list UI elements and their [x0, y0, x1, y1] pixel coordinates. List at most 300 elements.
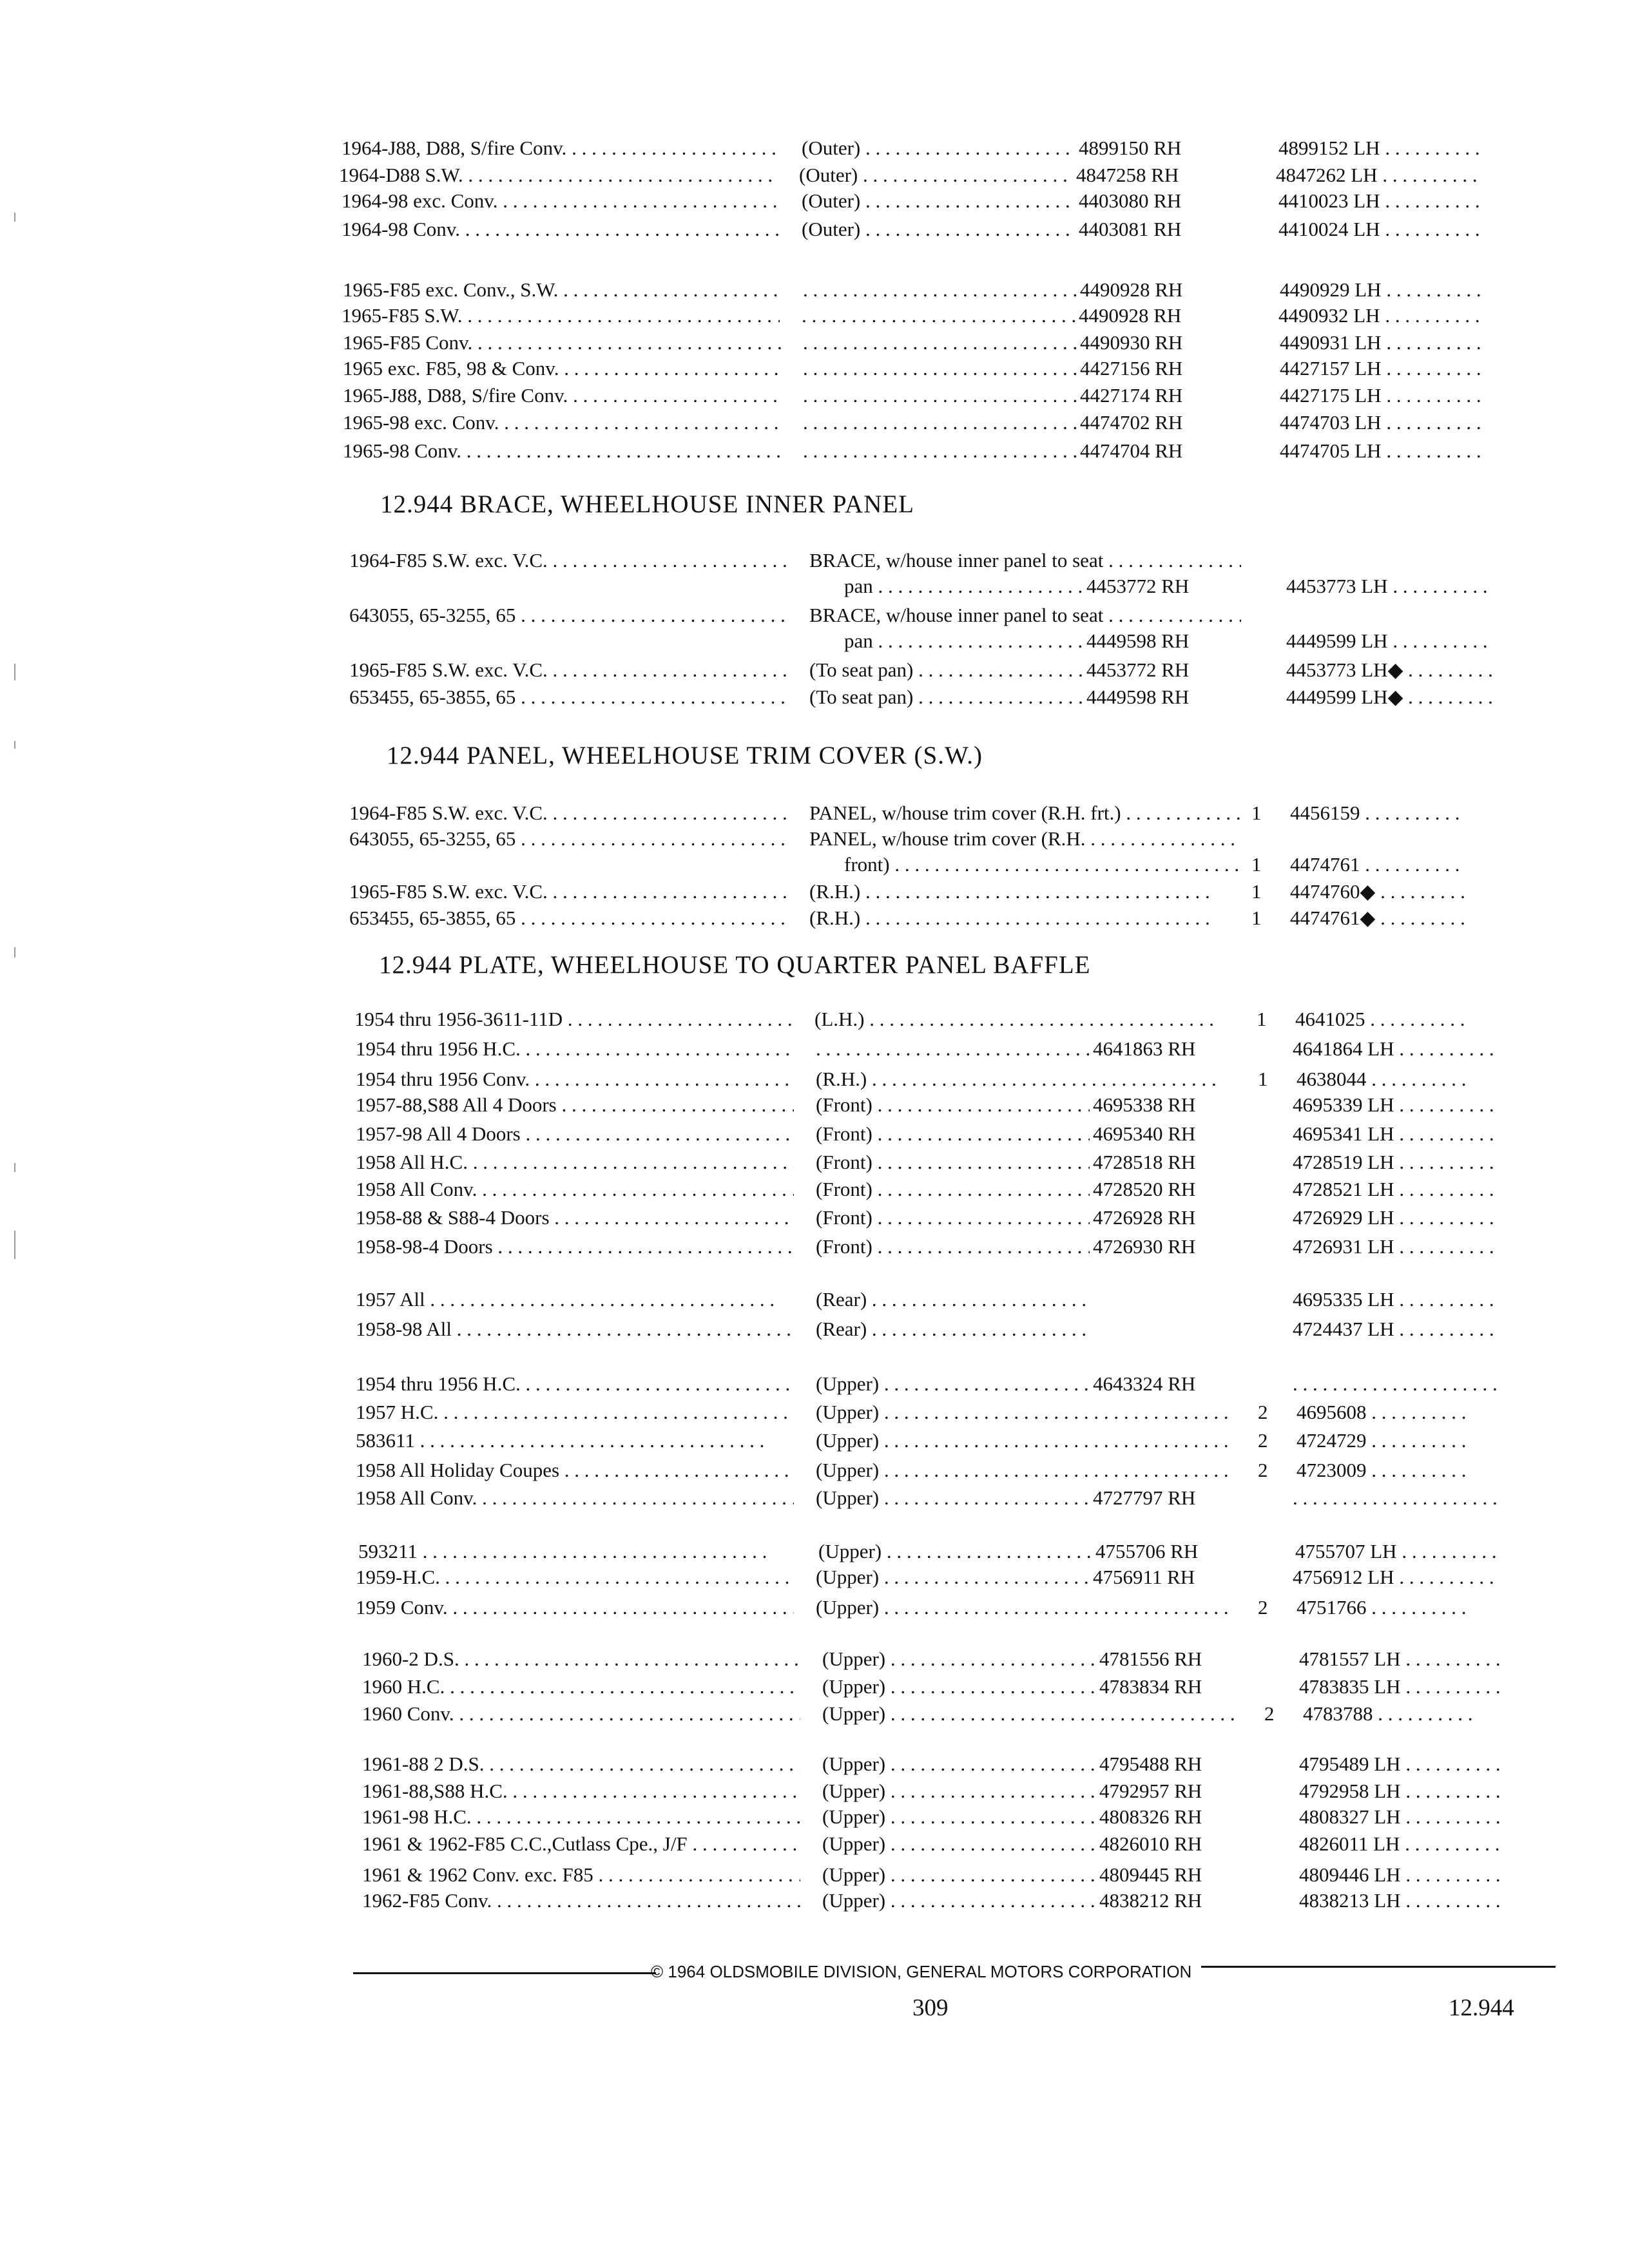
model-cell-text: 583611 . . .	[356, 1429, 764, 1452]
rh-part-number: 4783834 RH	[1099, 1675, 1202, 1698]
description-cell-text: (To seat pan) . . .	[809, 686, 1083, 708]
page-number: 309	[912, 1995, 949, 2021]
description-cell	[799, 162, 1073, 188]
part-number	[1296, 1428, 1470, 1454]
description-cell	[816, 1066, 1248, 1092]
model-cell-text: 1965-98 exc. Conv. . . .	[343, 411, 781, 434]
rh-part-number: 4826010 RH	[1099, 1832, 1202, 1855]
rh-part-number: 4641863 RH	[1093, 1037, 1196, 1060]
part-row	[343, 277, 1547, 303]
description-cell	[816, 1092, 1090, 1118]
description-cell-text: (R.H.) . . .	[816, 1068, 1217, 1090]
description-cell	[822, 1862, 1096, 1888]
description-cell	[816, 1371, 1090, 1397]
description-cell	[844, 573, 1084, 599]
description-cell-text	[803, 278, 1077, 301]
part-row	[356, 1485, 1547, 1511]
lh-part-number	[1299, 1778, 1505, 1804]
lh-part-number-text	[1293, 1486, 1499, 1509]
part-row	[354, 1006, 1547, 1032]
part-number	[1290, 879, 1464, 905]
footer-rule-right	[1201, 1966, 1556, 1968]
lh-part-number-text: 4474703 LH . . .	[1280, 411, 1486, 434]
rh-part-number: 4474704 RH	[1080, 439, 1183, 462]
lh-part-number	[1299, 1804, 1505, 1830]
rh-part-number: 4695338 RH	[1093, 1093, 1196, 1116]
model-cell-text: 1961-88,S88 H.C. . . .	[362, 1780, 800, 1802]
description-cell-text: (Upper) . . .	[822, 1889, 1096, 1912]
model-cell	[343, 410, 781, 436]
model-cell	[362, 1778, 800, 1804]
rh-part-number: 4781556 RH	[1099, 1648, 1202, 1670]
scan-mark	[14, 1231, 15, 1259]
lh-part-number-text: 4756912 LH . . .	[1293, 1566, 1499, 1588]
model-cell	[343, 277, 781, 303]
model-cell	[356, 1595, 794, 1620]
description-cell-text: (Front) . . .	[816, 1093, 1090, 1116]
lh-part-number	[1280, 383, 1486, 408]
part-number	[1296, 1457, 1470, 1483]
lh-part-number	[1280, 277, 1486, 303]
model-cell	[342, 216, 780, 242]
rh-part-number: 4899150 RH	[1079, 137, 1182, 159]
description-cell	[803, 356, 1077, 381]
part-row	[362, 1674, 1547, 1700]
description-cell-text: (Outer) . . .	[799, 164, 1073, 186]
rh-part-number: 4795488 RH	[1099, 1753, 1202, 1775]
lh-part-number-text: 4838213 LH . . .	[1299, 1889, 1505, 1912]
model-cell	[362, 1646, 800, 1672]
description-cell	[803, 438, 1077, 464]
model-cell-text: 1965-F85 S.W. exc. V.C. . . .	[349, 658, 787, 681]
description-cell-text: (Outer) . . .	[802, 218, 1075, 240]
part-number-text: 4695608 . . .	[1296, 1401, 1470, 1423]
lh-part-number-text: 4427175 LH . . .	[1280, 384, 1486, 407]
quantity: 2	[1264, 1702, 1275, 1725]
part-row	[349, 905, 1547, 931]
lh-part-number	[1276, 162, 1482, 188]
model-cell-text: 643055, 65-3255, 65 . . .	[349, 827, 787, 850]
lh-part-number	[1286, 628, 1492, 654]
model-cell	[356, 1036, 794, 1062]
part-number-text: 4474761 . . .	[1290, 853, 1464, 876]
group-number: 12.944	[1449, 1995, 1514, 2021]
lh-part-number-text: 4847262 LH . . .	[1276, 164, 1482, 186]
description-cell-text: (Upper) . . .	[816, 1596, 1229, 1619]
footer-rule-left	[353, 1972, 656, 1974]
model-cell	[349, 657, 787, 683]
model-cell-text: 1964-D88 S.W. . . .	[339, 164, 777, 186]
description-cell	[822, 1888, 1096, 1914]
rh-part-number: 4728518 RH	[1093, 1151, 1196, 1173]
model-cell-text: 1965 exc. F85, 98 & Conv. . . .	[343, 357, 781, 380]
model-cell-text: 1957 H.C. . . .	[356, 1401, 788, 1423]
scan-mark	[14, 664, 15, 680]
part-row	[362, 1751, 1547, 1777]
description-cell-text: BRACE, w/house inner panel to seat . . .	[809, 549, 1241, 572]
rh-part-number: 4792957 RH	[1099, 1780, 1202, 1802]
description-cell	[816, 1205, 1090, 1231]
lh-part-number-text: 4783835 LH . . .	[1299, 1675, 1505, 1698]
model-cell-text: 1960 Conv. . . .	[362, 1702, 800, 1725]
description-cell	[816, 1149, 1090, 1175]
copyright-notice: © 1964 OLDSMOBILE DIVISION, GENERAL MOTORS CORPORATION	[651, 1962, 1192, 1981]
quantity: 1	[1258, 1068, 1268, 1090]
model-cell-text: 1959-H.C. . . .	[356, 1566, 789, 1588]
lh-part-number	[1295, 1539, 1501, 1564]
description-cell-text	[802, 304, 1075, 327]
description-cell-text: (Upper) . . .	[816, 1459, 1229, 1481]
scan-mark	[14, 1163, 15, 1172]
model-cell	[342, 135, 780, 161]
description-cell-text: (Upper) . . .	[822, 1863, 1096, 1886]
model-cell	[362, 1751, 800, 1777]
description-cell	[816, 1457, 1248, 1483]
lh-part-number-text: 4449599 LH◆ . . .	[1286, 686, 1492, 708]
part-row	[343, 410, 1547, 436]
description-cell-text: (Upper) . . .	[822, 1753, 1096, 1775]
part-row	[362, 1646, 1547, 1672]
lh-part-number-text: 4808327 LH . . .	[1299, 1805, 1505, 1828]
model-cell	[358, 1539, 796, 1564]
quantity: 1	[1251, 907, 1262, 929]
model-cell	[343, 356, 781, 381]
description-cell	[844, 628, 1084, 654]
rh-part-number: 4427156 RH	[1080, 357, 1183, 380]
part-row	[343, 438, 1547, 464]
model-cell	[362, 1888, 800, 1914]
part-row	[356, 1234, 1547, 1260]
description-cell-text: BRACE, w/house inner panel to seat . . .	[809, 604, 1241, 626]
description-cell	[822, 1831, 1096, 1857]
description-cell	[822, 1804, 1096, 1830]
lh-part-number	[1293, 1121, 1499, 1147]
part-row	[349, 548, 1547, 573]
lh-part-number	[1299, 1888, 1505, 1914]
part-number	[1296, 1399, 1470, 1425]
model-cell-text: 1958 All Conv. . . .	[356, 1178, 794, 1200]
description-cell-text: (Front) . . .	[816, 1122, 1090, 1145]
rh-part-number: 4490930 RH	[1080, 331, 1183, 354]
lh-part-number-text: 4449599 LH . . .	[1286, 629, 1492, 652]
description-cell-text: (Upper) . . .	[822, 1832, 1096, 1855]
description-cell	[815, 1006, 1246, 1032]
rh-part-number: 4449598 RH	[1086, 686, 1190, 708]
description-cell	[816, 1121, 1090, 1147]
part-row	[349, 628, 1547, 654]
part-row	[356, 1205, 1547, 1231]
rh-part-number: 4453772 RH	[1086, 658, 1190, 681]
part-row	[349, 852, 1547, 878]
description-cell-text	[803, 331, 1077, 354]
description-cell	[809, 684, 1083, 710]
description-cell	[809, 879, 1241, 905]
part-number-text: 4723009 . . .	[1296, 1459, 1470, 1481]
section-heading: 12.944 BRACE, WHEELHOUSE INNER PANEL	[380, 490, 915, 518]
quantity: 1	[1251, 853, 1262, 876]
description-cell-text: (R.H.) . . .	[809, 880, 1210, 903]
part-row	[349, 826, 1547, 852]
quantity: 2	[1258, 1401, 1268, 1423]
description-cell	[803, 277, 1077, 303]
lh-part-number-text: 4427157 LH . . .	[1280, 357, 1486, 380]
lh-part-number-text: 4728521 LH . . .	[1293, 1178, 1499, 1200]
part-row	[356, 1287, 1547, 1312]
description-cell	[822, 1701, 1254, 1727]
description-cell-text: (Front) . . .	[816, 1206, 1090, 1229]
description-cell	[822, 1778, 1096, 1804]
model-cell	[349, 684, 787, 710]
part-row	[349, 602, 1547, 628]
model-cell	[356, 1205, 794, 1231]
model-cell	[356, 1149, 794, 1175]
lh-part-number	[1299, 1674, 1505, 1700]
part-number	[1290, 905, 1464, 931]
part-row	[342, 188, 1547, 214]
model-cell	[356, 1428, 794, 1454]
section-heading: 12.944 PANEL, WHEELHOUSE TRIM COVER (S.W.)	[387, 742, 983, 769]
description-cell-text: (Upper) . . .	[822, 1780, 1096, 1802]
description-cell	[803, 410, 1077, 436]
description-cell	[818, 1539, 1092, 1564]
model-cell-text: 1958-98-4 Doors . . .	[356, 1235, 794, 1258]
model-cell	[349, 879, 787, 905]
lh-part-number	[1299, 1751, 1505, 1777]
description-cell	[809, 826, 1241, 852]
quantity: 1	[1257, 1008, 1267, 1030]
model-cell	[349, 548, 787, 573]
description-cell-text	[803, 357, 1077, 380]
part-row	[356, 1595, 1547, 1620]
lh-part-number-text: 4695335 LH . . .	[1293, 1288, 1499, 1311]
model-cell	[349, 826, 787, 852]
lh-part-number	[1278, 188, 1485, 214]
description-cell	[802, 188, 1075, 214]
lh-part-number	[1293, 1485, 1499, 1511]
description-cell	[802, 303, 1075, 329]
quantity: 2	[1258, 1459, 1268, 1481]
rh-part-number: 4403080 RH	[1079, 189, 1182, 212]
model-cell	[356, 1371, 794, 1397]
lh-part-number	[1278, 216, 1485, 242]
lh-part-number-text: 4453773 LH◆ . . .	[1286, 658, 1492, 681]
rh-part-number: 4838212 RH	[1099, 1889, 1202, 1912]
lh-part-number	[1293, 1287, 1499, 1312]
model-cell	[342, 303, 780, 329]
part-row	[356, 1399, 1547, 1425]
model-cell	[356, 1287, 794, 1312]
description-cell	[816, 1177, 1090, 1202]
lh-part-number-text: 4410023 LH . . .	[1278, 189, 1485, 212]
rh-part-number: 4449598 RH	[1086, 629, 1190, 652]
lh-part-number	[1280, 410, 1486, 436]
model-cell	[362, 1674, 800, 1700]
part-row	[358, 1539, 1547, 1564]
description-cell-text	[803, 411, 1077, 434]
model-cell-text: 1958-98 All . . .	[356, 1318, 794, 1340]
model-cell-text: 653455, 65-3855, 65 . . .	[349, 686, 787, 708]
part-row	[356, 1371, 1547, 1397]
model-cell-text: 1961 & 1962-F85 C.C.,Cutlass Cpe., J/F . . .	[362, 1832, 800, 1855]
rh-part-number: 4756911 RH	[1093, 1566, 1195, 1588]
model-cell-text: 1958 All H.C. . . .	[356, 1151, 794, 1173]
rh-part-number: 4695340 RH	[1093, 1122, 1196, 1145]
description-cell	[822, 1674, 1096, 1700]
quantity: 2	[1258, 1596, 1268, 1619]
description-cell-text: (Outer) . . .	[802, 137, 1075, 159]
model-cell-text: 1964-98 exc. Conv. . . .	[342, 189, 780, 212]
lh-part-number-text: 4792958 LH . . .	[1299, 1780, 1505, 1802]
description-cell	[816, 1595, 1248, 1620]
model-cell-text: 1958-88 & S88-4 Doors . . .	[356, 1206, 794, 1229]
model-cell-text: 1965-F85 exc. Conv., S.W. . . .	[343, 278, 781, 301]
lh-part-number-text: 4728519 LH . . .	[1293, 1151, 1499, 1173]
part-row	[356, 1457, 1547, 1483]
part-number	[1290, 852, 1464, 878]
model-cell-text: 1962-F85 Conv. . . .	[362, 1889, 800, 1912]
part-number	[1296, 1066, 1470, 1092]
description-cell-text	[816, 1037, 1090, 1060]
model-cell-text: 1960 H.C. . . .	[362, 1675, 795, 1698]
lh-part-number	[1293, 1205, 1499, 1231]
model-cell-text: 1964-F85 S.W. exc. V.C. . . .	[349, 549, 787, 572]
model-cell	[362, 1701, 800, 1727]
lh-part-number	[1278, 303, 1485, 329]
scan-mark	[14, 213, 15, 222]
part-row	[362, 1701, 1547, 1727]
part-row	[349, 573, 1547, 599]
lh-part-number-text: 4724437 LH . . .	[1293, 1318, 1499, 1340]
rh-part-number: 4847258 RH	[1076, 164, 1179, 186]
model-cell	[356, 1485, 794, 1511]
model-cell-text: 1964-98 Conv. . . .	[342, 218, 780, 240]
description-cell	[822, 1646, 1096, 1672]
model-cell-text: 1961-88 2 D.S. . . .	[362, 1753, 800, 1775]
part-number	[1295, 1006, 1469, 1032]
part-number-text: 4474761◆ . . .	[1290, 907, 1464, 929]
model-cell	[349, 800, 787, 826]
model-cell	[362, 1804, 800, 1830]
description-cell	[816, 1485, 1090, 1511]
description-cell-text: (Upper) . . .	[822, 1675, 1096, 1698]
model-cell-text: 1965-F85 S.W. . . .	[342, 304, 780, 327]
part-row	[356, 1066, 1547, 1092]
model-cell-text: 1957 All . . .	[356, 1288, 775, 1311]
part-row	[349, 657, 1547, 683]
description-cell-text: PANEL, w/house trim cover (R.H. frt.) . . .	[809, 802, 1241, 824]
lh-part-number-text: 4490931 LH . . .	[1280, 331, 1486, 354]
description-cell	[844, 852, 1241, 878]
part-row	[343, 330, 1547, 356]
part-number-text: 4751766 . . .	[1296, 1596, 1470, 1619]
model-cell-text: 1964-J88, D88, S/fire Conv. . . .	[342, 137, 780, 159]
lh-part-number-text: 4695339 LH . . .	[1293, 1093, 1499, 1116]
part-row	[356, 1036, 1547, 1062]
part-row	[356, 1316, 1547, 1342]
part-row	[349, 800, 1547, 826]
description-cell	[802, 216, 1075, 242]
lh-part-number	[1293, 1149, 1499, 1175]
rh-part-number: 4726928 RH	[1093, 1206, 1196, 1229]
part-row	[362, 1804, 1547, 1830]
rh-part-number: 4755706 RH	[1095, 1540, 1199, 1562]
description-cell	[816, 1428, 1248, 1454]
model-cell-text: 1961 & 1962 Conv. exc. F85 . . .	[362, 1863, 800, 1886]
description-cell-text: PANEL, w/house trim cover (R.H. . . .	[809, 827, 1241, 850]
part-number-text: 4641025 . . .	[1295, 1008, 1469, 1030]
part-row	[356, 1564, 1547, 1590]
model-cell-text: 1957-98 All 4 Doors . . .	[356, 1122, 794, 1145]
part-number-text: 4456159 . . .	[1290, 802, 1464, 824]
quantity: 1	[1251, 802, 1262, 824]
model-cell	[356, 1121, 794, 1147]
lh-part-number	[1293, 1177, 1499, 1202]
description-cell-text: pan . . .	[844, 629, 1084, 652]
model-cell	[356, 1092, 794, 1118]
description-cell-text: (Front) . . .	[816, 1178, 1090, 1200]
lh-part-number-text: 4410024 LH . . .	[1278, 218, 1485, 240]
description-cell	[822, 1751, 1096, 1777]
part-row	[342, 303, 1547, 329]
lh-part-number-text	[1293, 1372, 1499, 1395]
lh-part-number	[1293, 1036, 1499, 1062]
lh-part-number-text: 4490932 LH . . .	[1278, 304, 1485, 327]
model-cell	[356, 1399, 794, 1425]
model-cell	[343, 438, 781, 464]
rh-part-number: 4809445 RH	[1099, 1863, 1202, 1886]
description-cell-text	[803, 439, 1077, 462]
rh-part-number: 4490928 RH	[1079, 304, 1182, 327]
lh-part-number	[1293, 1564, 1499, 1590]
part-row	[342, 216, 1547, 242]
part-row	[362, 1862, 1547, 1888]
lh-part-number	[1280, 330, 1486, 356]
lh-part-number	[1293, 1371, 1499, 1397]
lh-part-number	[1286, 684, 1492, 710]
part-row	[356, 1092, 1547, 1118]
lh-part-number	[1286, 573, 1492, 599]
rh-part-number: 4808326 RH	[1099, 1805, 1202, 1828]
model-cell	[356, 1234, 794, 1260]
description-cell	[816, 1316, 1090, 1342]
scan-mark	[14, 947, 15, 957]
model-cell	[356, 1177, 794, 1202]
lh-part-number-text: 4641864 LH . . .	[1293, 1037, 1499, 1060]
part-row	[356, 1121, 1547, 1147]
part-number-text: 4783788 . . .	[1303, 1702, 1477, 1725]
model-cell-text: 1960-2 D.S. . . .	[362, 1648, 800, 1670]
model-cell	[339, 162, 777, 188]
description-cell	[816, 1287, 1090, 1312]
part-row	[362, 1888, 1547, 1914]
part-row	[349, 879, 1547, 905]
scan-mark	[14, 741, 15, 749]
lh-part-number-text: 4726929 LH . . .	[1293, 1206, 1499, 1229]
part-number	[1296, 1595, 1470, 1620]
lh-part-number	[1293, 1234, 1499, 1260]
part-number-text: 4474760◆ . . .	[1290, 880, 1464, 903]
model-cell-text: 1957-88,S88 All 4 Doors . . .	[356, 1093, 794, 1116]
lh-part-number	[1286, 657, 1492, 683]
description-cell	[802, 135, 1075, 161]
model-cell	[356, 1316, 794, 1342]
description-cell	[816, 1036, 1090, 1062]
part-row	[349, 684, 1547, 710]
lh-part-number-text: 4809446 LH . . .	[1299, 1863, 1505, 1886]
rh-part-number: 4403081 RH	[1079, 218, 1182, 240]
description-cell-text: (L.H.) . . .	[815, 1008, 1214, 1030]
description-cell	[809, 657, 1083, 683]
